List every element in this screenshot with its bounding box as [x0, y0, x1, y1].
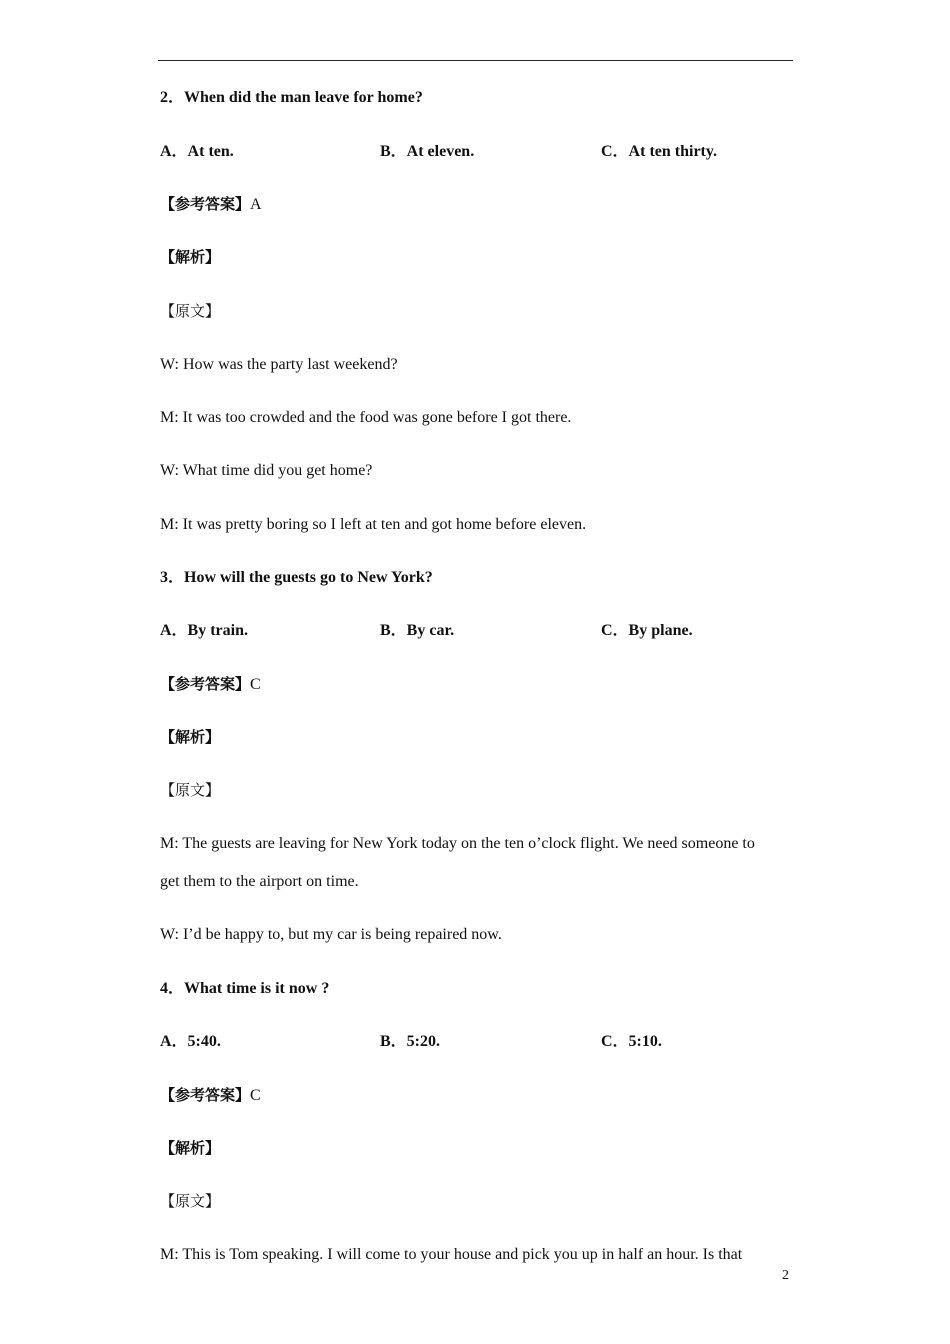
q3-analysis-line [160, 727, 220, 748]
question-3: 3．How will the guests go to New York? [160, 569, 433, 586]
q2-option-b: B．At eleven. [380, 143, 475, 160]
q2-answer-line [160, 194, 262, 215]
q3-answer: C [250, 676, 261, 693]
q4-analysis-line [160, 1138, 220, 1159]
answer-tag: 【参考答案】 [160, 1086, 251, 1104]
q3-transcript-line: M: The guests are leaving for New York today on the ten o’clock flight. We need someone to [160, 835, 755, 852]
q3-transcript-line: W: I’d be happy to, but my car is being repaired now. [160, 926, 502, 943]
q2-original-line [160, 301, 220, 322]
page-number: 2 [782, 1268, 789, 1283]
original-tag: 【原文】 [160, 1192, 221, 1210]
q2-transcript-line: M: It was pretty boring so I left at ten and got home before eleven. [160, 516, 587, 533]
q4-transcript-line: M: This is Tom speaking. I will come to your house and pick you up in half an hour. Is that [160, 1246, 743, 1263]
header-rule [158, 60, 793, 61]
q4-option-a: A．5:40. [160, 1033, 221, 1050]
q3-option-a: A．By train. [160, 622, 249, 639]
analysis-tag: 【解析】 [160, 1139, 221, 1157]
analysis-tag: 【解析】 [160, 248, 221, 266]
q3-answer-line [160, 674, 261, 695]
original-tag: 【原文】 [160, 781, 221, 799]
question-4: 4．What time is it now ? [160, 980, 330, 997]
q4-original-line [160, 1191, 220, 1212]
q2-answer: A [250, 196, 262, 213]
q2-transcript-line: M: It was too crowded and the food was gone before I got there. [160, 409, 572, 426]
q4-option-b: B．5:20. [380, 1033, 441, 1050]
q2-transcript-line: W: What time did you get home? [160, 462, 373, 479]
q2-option-a: A．At ten. [160, 143, 234, 160]
answer-tag: 【参考答案】 [160, 195, 251, 213]
q3-original-line [160, 780, 220, 801]
q2-analysis-line [160, 247, 220, 268]
q3-option-c: C．By plane. [601, 622, 693, 639]
q4-answer-line [160, 1085, 261, 1106]
answer-tag: 【参考答案】 [160, 675, 251, 693]
q2-option-c: C．At ten thirty. [601, 143, 717, 160]
q4-option-c: C．5:10. [601, 1033, 662, 1050]
analysis-tag: 【解析】 [160, 728, 221, 746]
q4-answer: C [250, 1087, 261, 1104]
original-tag: 【原文】 [160, 302, 221, 320]
q3-transcript-line: get them to the airport on time. [160, 873, 359, 890]
question-2: 2．When did the man leave for home? [160, 89, 423, 106]
q3-option-b: B．By car. [380, 622, 455, 639]
q2-transcript-line: W: How was the party last weekend? [160, 356, 398, 373]
